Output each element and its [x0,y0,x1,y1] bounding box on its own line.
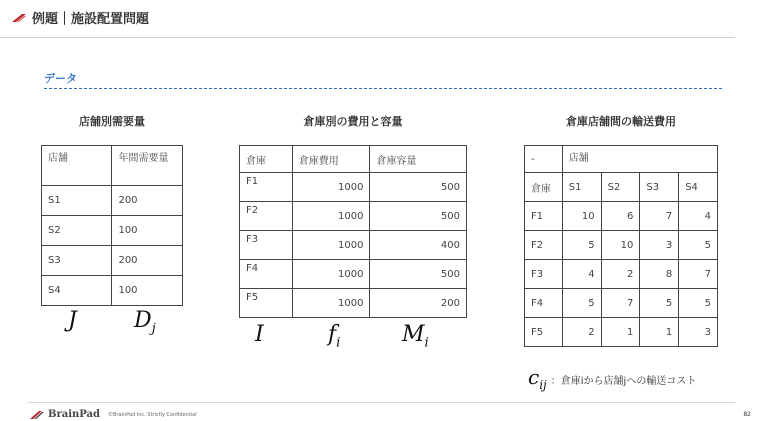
transport-store-s3: S3 [640,173,679,202]
table-cell: F5 [525,318,563,347]
transport-table [524,145,718,347]
brand-slash-icon [12,14,26,22]
table-cell: F1 [525,202,563,231]
table-cell: F3 [240,231,293,260]
table-cell: F3 [525,260,563,289]
title-divider [0,37,735,38]
table-cell: 5 [679,231,718,260]
table-cell: F4 [240,260,293,289]
demand-table [41,145,183,306]
table-cell: 200 [370,289,467,318]
transport-store-s4: S4 [679,173,718,202]
table-cell: 6 [601,202,640,231]
symbol-transport-cost: $c_{ij}$ [528,365,547,392]
page-number: 82 [743,411,751,418]
table-cell: S1 [42,186,112,216]
table-cell: F2 [240,202,293,231]
table-cell: 5 [562,231,601,260]
table-cell: 100 [112,276,183,306]
table-cell: 5 [640,289,679,318]
transport-corner-cell: - [525,146,563,173]
footer-logo-text: BrainPad [48,409,100,420]
table-cell: 4 [679,202,718,231]
table-cell: 8 [640,260,679,289]
table-cell: 500 [370,202,467,231]
table-cell: S2 [42,216,112,246]
table-cell: 1 [640,318,679,347]
table-cell: 200 [112,186,183,216]
symbol-facility-capacity: $M_i$ [402,322,429,351]
table-cell: 7 [640,202,679,231]
transport-table-title: 倉庫店舗間の輸送費用 [566,115,676,128]
table-cell: 3 [679,318,718,347]
table-cell: S3 [42,246,112,276]
table-cell: 100 [112,216,183,246]
table-cell: 2 [562,318,601,347]
table-cell: 1 [601,318,640,347]
transport-store-header: 店舗 [562,146,717,173]
facility-table-title: 倉庫別の費用と容量 [303,115,403,128]
table-cell: 7 [601,289,640,318]
table-cell: 400 [370,231,467,260]
table-cell: 5 [562,289,601,318]
section-divider [44,88,722,89]
demand-header-demand: 年間需要量 [112,146,183,186]
table-cell: F1 [240,173,293,202]
demand-header-store: 店舗 [42,146,112,186]
transport-cost-note-text: ：倉庫iから店舗jへの輸送コスト [550,376,697,387]
footer-divider [28,402,735,403]
symbol-store-set: J [68,308,77,333]
table-cell: 1000 [292,231,370,260]
facility-header-facility: 倉庫 [240,146,293,173]
slide-title-text: 例題｜施設配置問題 [32,12,150,27]
table-cell: 2 [601,260,640,289]
transport-store-s1: S1 [562,173,601,202]
transport-cost-note [528,365,696,392]
table-cell: 3 [640,231,679,260]
table-cell: S4 [42,276,112,306]
table-cell: F2 [525,231,563,260]
brainpad-logo-icon [30,411,44,419]
section-label: データ [44,72,77,85]
slide-title [12,8,149,27]
table-cell: 1000 [292,202,370,231]
facility-header-capacity: 倉庫容量 [370,146,467,173]
table-cell: 1000 [292,260,370,289]
table-cell: 5 [679,289,718,318]
footer-logo [30,409,197,420]
demand-table-title: 店舗別需要量 [79,115,145,128]
table-cell: 1000 [292,289,370,318]
footer-copyright: ©BrainPad Inc. Strictly Confidential [108,411,197,418]
facility-header-cost: 倉庫費用 [292,146,370,173]
table-cell: 10 [562,202,601,231]
table-cell: 500 [370,260,467,289]
transport-store-s2: S2 [601,173,640,202]
table-cell: 4 [562,260,601,289]
table-cell: 500 [370,173,467,202]
table-cell: F4 [525,289,563,318]
table-cell: 1000 [292,173,370,202]
symbol-facility-cost: $f_i$ [328,322,341,351]
table-cell: 200 [112,246,183,276]
facility-table [239,145,467,318]
table-cell: 7 [679,260,718,289]
table-cell: 10 [601,231,640,260]
symbol-facility-set: I [255,322,264,347]
symbol-demand: $D_j$ [134,308,156,337]
transport-facility-header: 倉庫 [525,173,563,202]
table-cell: F5 [240,289,293,318]
